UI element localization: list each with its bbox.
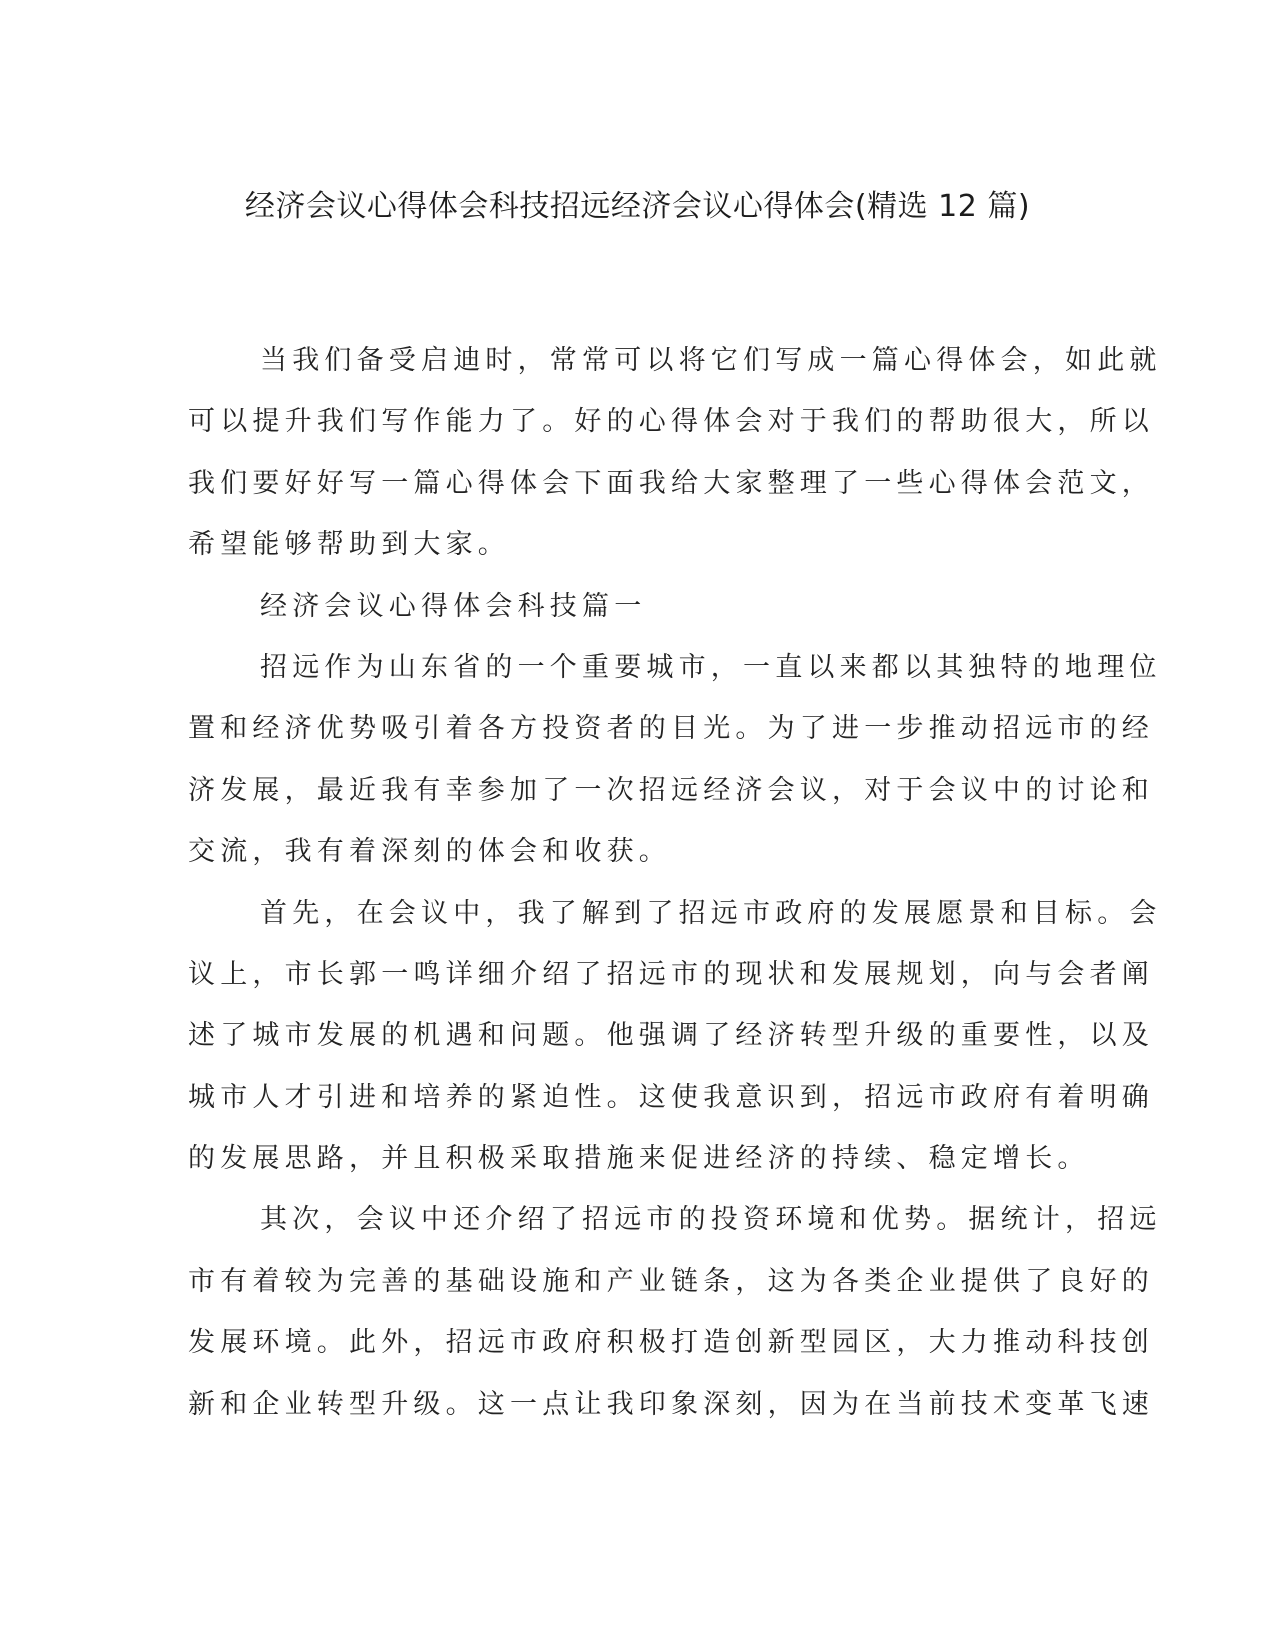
text-line: 希望能够帮助到大家。 [188, 529, 510, 561]
text-line: 济发展，最近我有幸参加了一次招远经济会议，对于会议中的讨论和 [188, 774, 1154, 806]
text-line: 我们要好好写一篇心得体会下面我给大家整理了一些心得体会范文， [188, 467, 1154, 499]
text-line: 置和经济优势吸引着各方投资者的目光。为了进一步推动招远市的经 [188, 713, 1154, 745]
text-line: 可以提升我们写作能力了。好的心得体会对于我们的帮助很大，所以 [188, 406, 1154, 438]
text-line: 的发展思路，并且积极采取措施来促进经济的持续、稳定增长。 [188, 1143, 1090, 1175]
document-title: 经济会议心得体会科技招远经济会议心得体会(精选 12 篇) [244, 189, 1031, 224]
section-heading: 经济会议心得体会科技篇一 [260, 590, 647, 622]
text-line: 招远作为山东省的一个重要城市，一直以来都以其独特的地理位 [260, 651, 1162, 683]
text-line: 市有着较为完善的基础设施和产业链条，这为各类企业提供了良好的 [188, 1265, 1154, 1297]
text-line: 发展环境。此外，招远市政府积极打造创新型园区，大力推动科技创 [188, 1327, 1154, 1359]
text-line: 首先，在会议中，我了解到了招远市政府的发展愿景和目标。会 [260, 897, 1162, 929]
text-line: 城市人才引进和培养的紧迫性。这使我意识到，招远市政府有着明确 [188, 1081, 1154, 1113]
text-line: 新和企业转型升级。这一点让我印象深刻，因为在当前技术变革飞速 [188, 1388, 1154, 1420]
text-line: 述了城市发展的机遇和问题。他强调了经济转型升级的重要性，以及 [188, 1020, 1154, 1052]
text-line: 交流，我有着深刻的体会和收获。 [188, 836, 671, 868]
text-line: 议上，市长郭一鸣详细介绍了招远市的现状和发展规划，向与会者阐 [188, 958, 1154, 990]
text-line: 其次，会议中还介绍了招远市的投资环境和优势。据统计，招远 [260, 1204, 1162, 1236]
text-line: 当我们备受启迪时，常常可以将它们写成一篇心得体会，如此就 [260, 345, 1162, 376]
document-body [188, 330, 1162, 1435]
